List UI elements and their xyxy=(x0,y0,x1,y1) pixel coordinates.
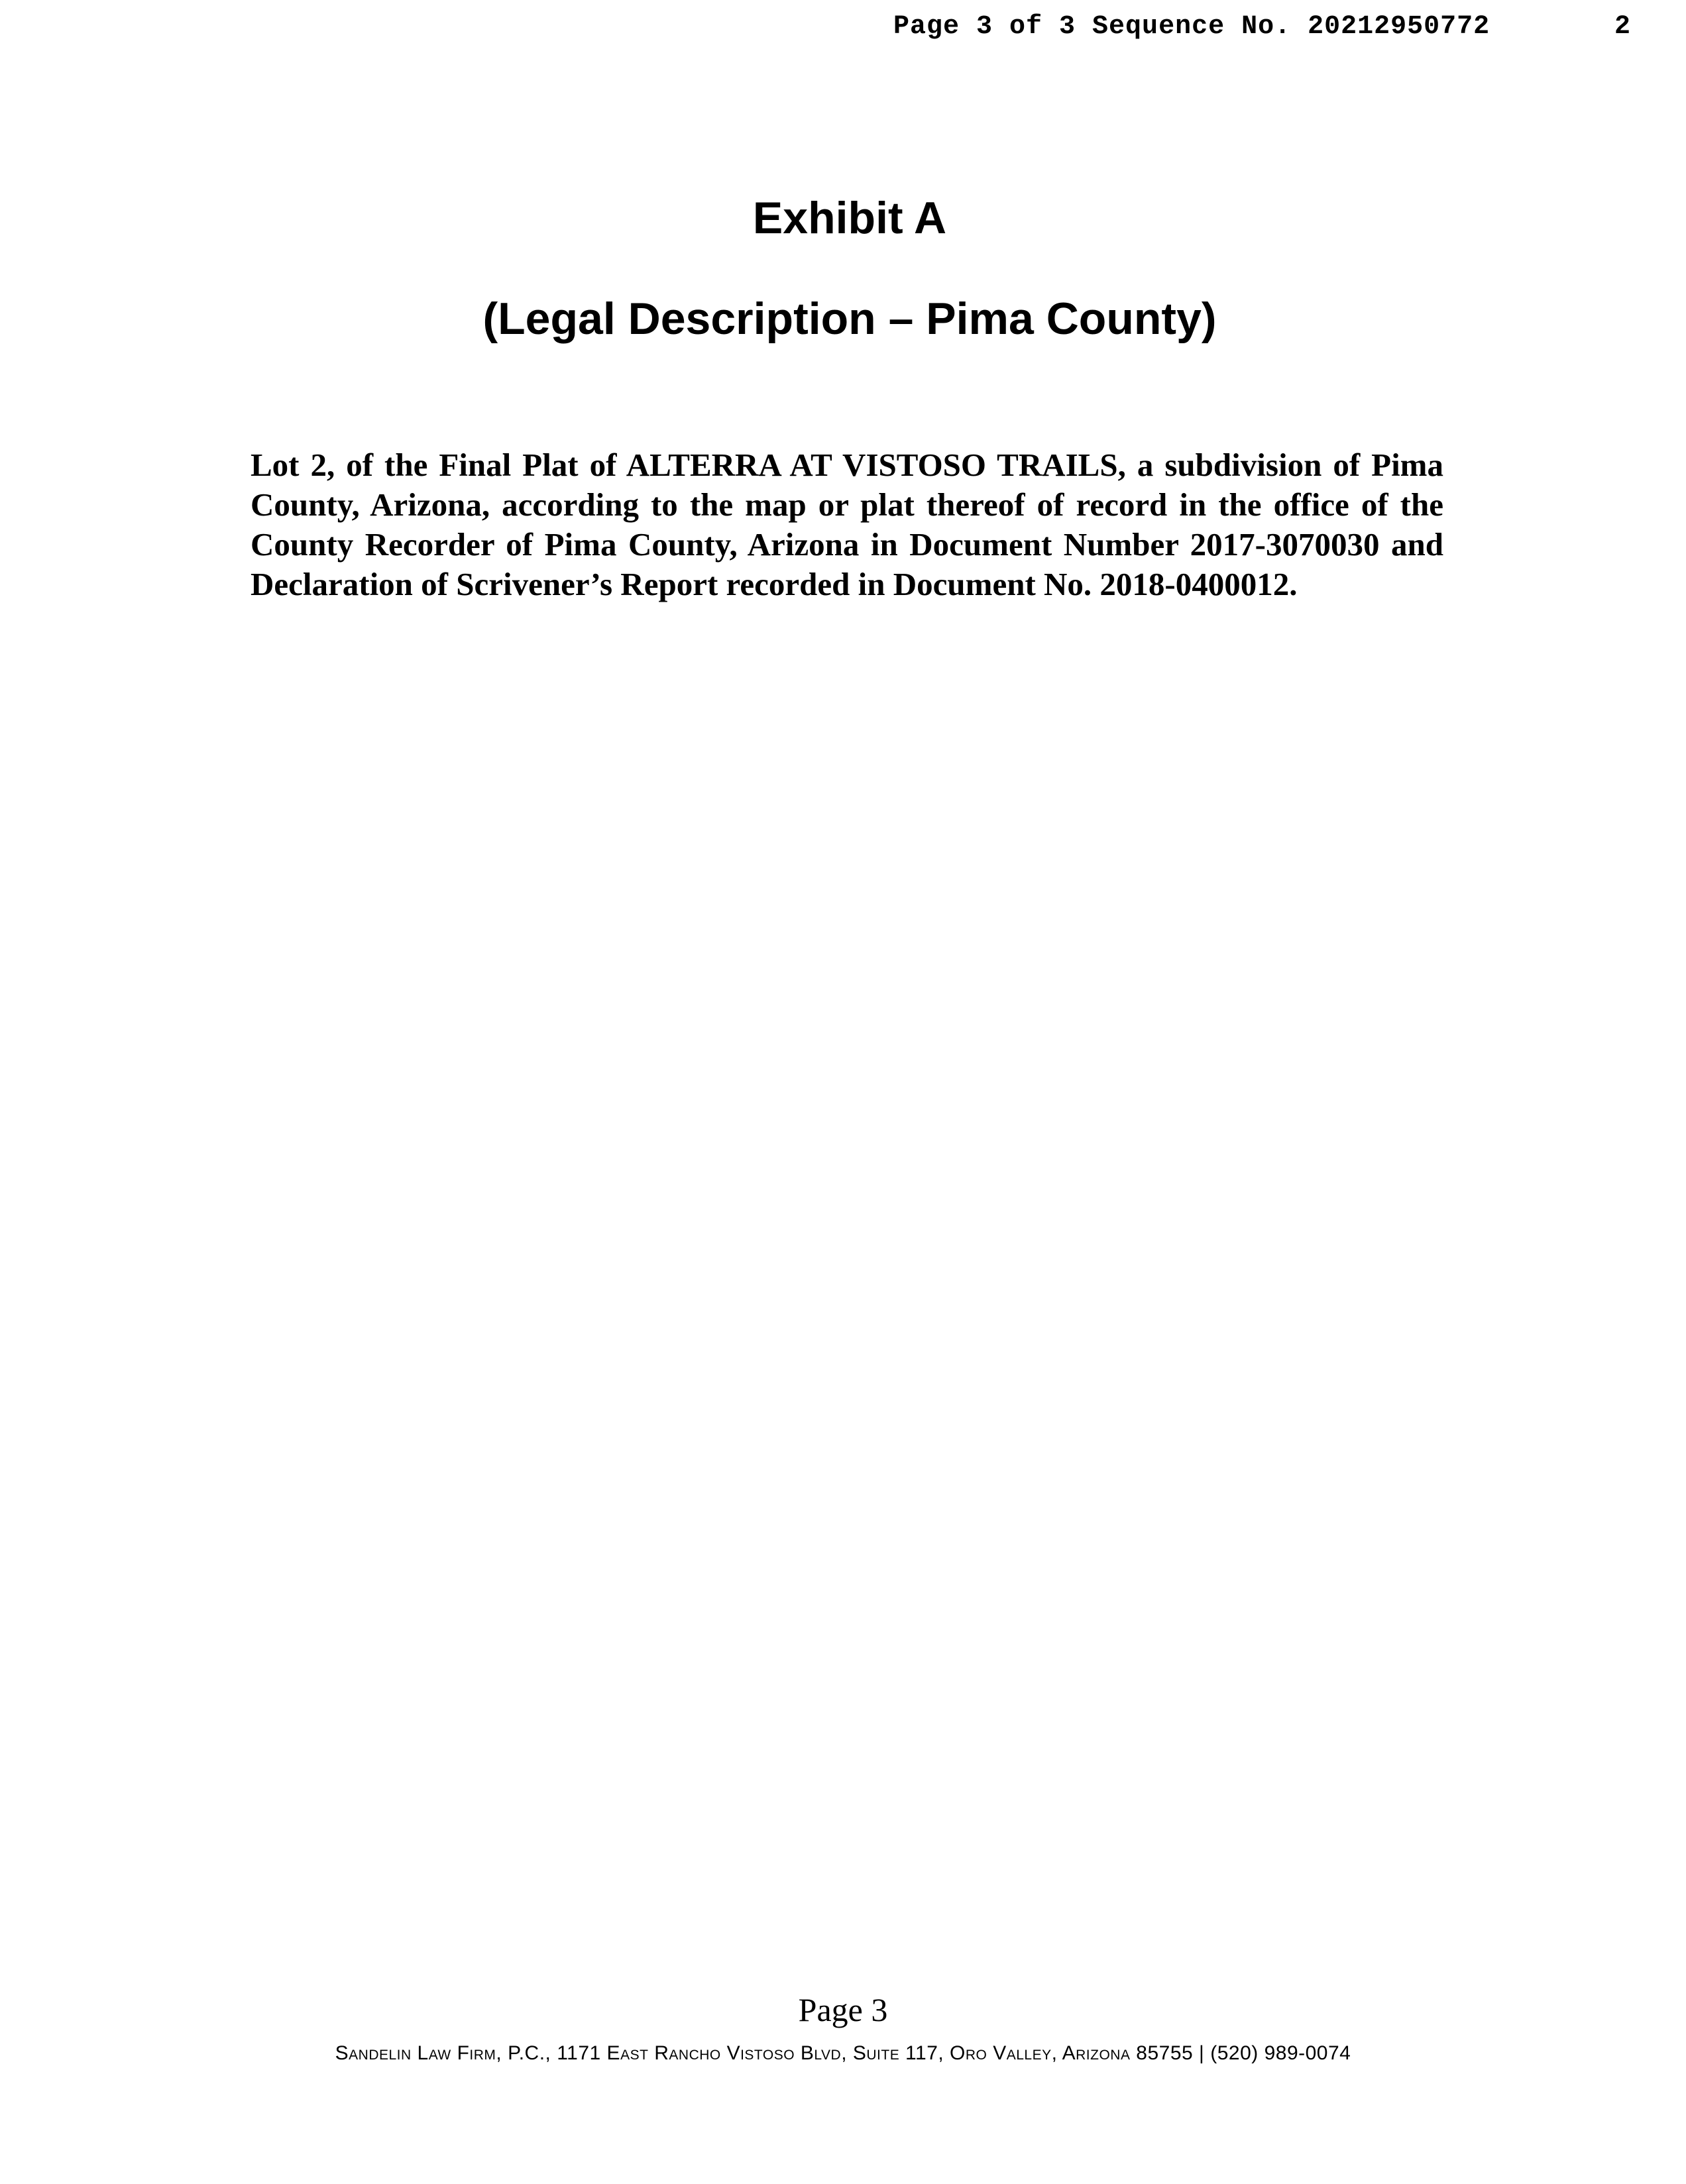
corner-mark: 2 xyxy=(1614,12,1631,42)
exhibit-title: Exhibit A xyxy=(752,193,947,243)
firm-address: Sandelin Law Firm, P.C., 1171 East Rancho Vistoso Blvd, Suite 117, Oro Valley, Arizona 85755 | xyxy=(335,2042,1205,2064)
footer-address xyxy=(0,2042,1686,2065)
page-number: Page 3 xyxy=(798,1991,888,2028)
firm-phone: (520) 989-0074 xyxy=(1210,2042,1351,2064)
legal-description-paragraph: Lot 2, of the Final Plat of ALTERRA AT VISTOSO TRAILS, a subdivision of Pima County, Arizona, according to the map or plat thereof of record in the office of the County Recorder of Pima County, Arizona in Document Number 2017-3070030 and Declaration of Scrivener’s Report recorded in Document No. 2018-0400012. xyxy=(251,447,1443,602)
exhibit-subtitle: (Legal Description – Pima County) xyxy=(482,294,1217,344)
recorder-sequence-stamp: Page 3 of 3 Sequence No. 20212950772 xyxy=(893,12,1490,42)
